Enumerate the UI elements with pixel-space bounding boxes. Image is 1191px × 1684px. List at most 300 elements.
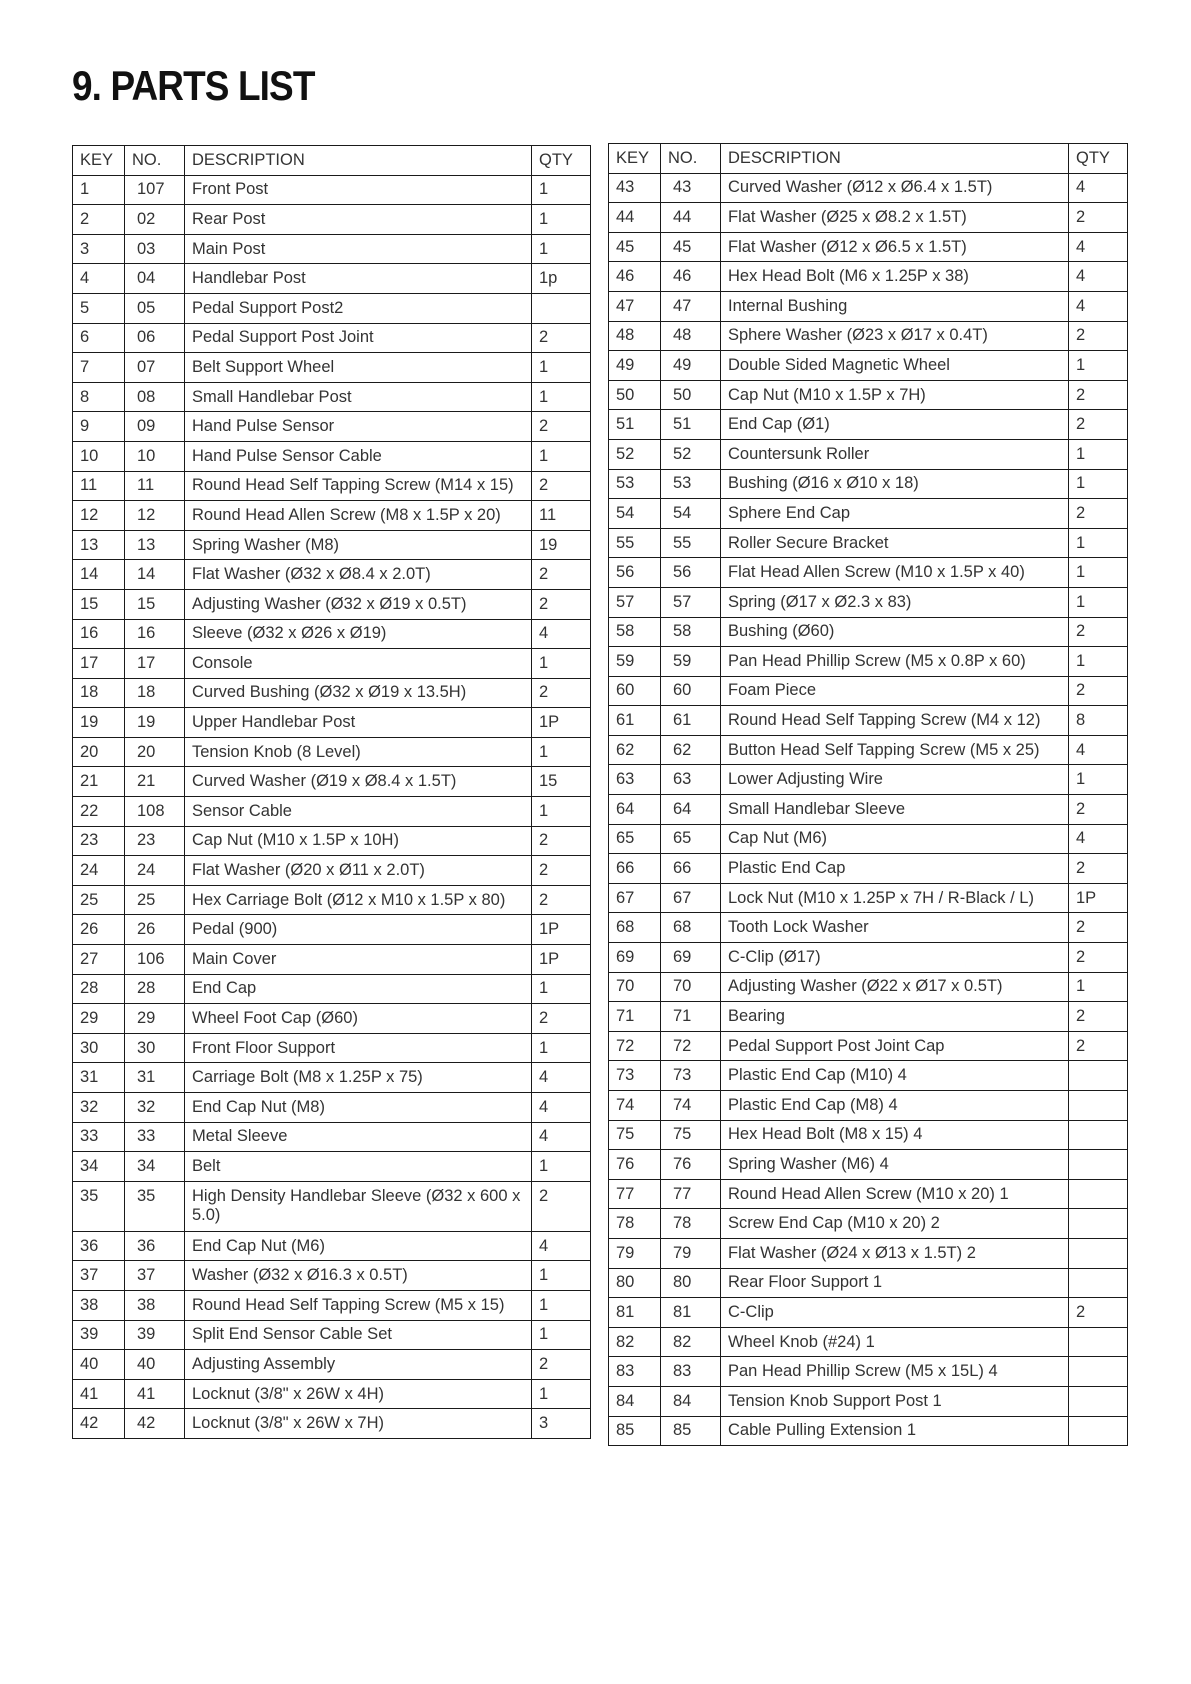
table-row [609, 528, 1128, 558]
cell-qty: 19 [532, 530, 591, 560]
cell-no: 48 [661, 321, 721, 351]
cell-key: 80 [609, 1268, 661, 1298]
cell-no: 80 [661, 1268, 721, 1298]
cell-key: 26 [73, 915, 125, 945]
cell-description: Wheel Knob (#24) 1 [721, 1327, 1069, 1357]
cell-no: 68 [661, 913, 721, 943]
cell-description: C-Clip [721, 1298, 1069, 1328]
cell-description: Sensor Cable [185, 797, 532, 827]
cell-no: 72 [661, 1031, 721, 1061]
cell-key: 57 [609, 587, 661, 617]
table-row [73, 856, 591, 886]
cell-no: 38 [125, 1290, 185, 1320]
cell-qty [1069, 1268, 1128, 1298]
cell-key: 38 [73, 1290, 125, 1320]
cell-key: 1 [73, 175, 125, 205]
cell-key: 23 [73, 826, 125, 856]
parts-table-left [72, 145, 591, 1439]
cell-key: 65 [609, 824, 661, 854]
table-row [73, 382, 591, 412]
table-row [73, 737, 591, 767]
cell-no: 44 [661, 203, 721, 233]
cell-key: 35 [73, 1181, 125, 1231]
cell-qty: 2 [1069, 380, 1128, 410]
cell-key: 47 [609, 291, 661, 321]
cell-no: 108 [125, 797, 185, 827]
cell-description: Foam Piece [721, 676, 1069, 706]
cell-qty: 1 [1069, 765, 1128, 795]
cell-key: 30 [73, 1033, 125, 1063]
cell-description: Flat Washer (Ø24 x Ø13 x 1.5T) 2 [721, 1238, 1069, 1268]
cell-qty: 1 [532, 1152, 591, 1182]
cell-qty: 4 [1069, 262, 1128, 292]
cell-no: 32 [125, 1093, 185, 1123]
table-row [73, 353, 591, 383]
table-row [609, 765, 1128, 795]
cell-no: 13 [125, 530, 185, 560]
cell-qty: 1P [532, 708, 591, 738]
cell-qty: 2 [532, 412, 591, 442]
cell-no: 04 [125, 264, 185, 294]
cell-qty [1069, 1120, 1128, 1150]
cell-key: 21 [73, 767, 125, 797]
cell-key: 12 [73, 501, 125, 531]
table-row [609, 706, 1128, 736]
cell-qty: 2 [1069, 676, 1128, 706]
cell-qty: 4 [1069, 735, 1128, 765]
cell-no: 83 [661, 1357, 721, 1387]
table-row [73, 797, 591, 827]
cell-key: 51 [609, 410, 661, 440]
cell-description: Internal Bushing [721, 291, 1069, 321]
cell-no: 60 [661, 676, 721, 706]
cell-no: 50 [661, 380, 721, 410]
cell-qty: 4 [532, 1093, 591, 1123]
cell-key: 84 [609, 1386, 661, 1416]
cell-qty: 2 [1069, 410, 1128, 440]
cell-no: 58 [661, 617, 721, 647]
cell-description: Flat Head Allen Screw (M10 x 1.5P x 40) [721, 558, 1069, 588]
cell-qty: 1P [1069, 883, 1128, 913]
table-row [73, 441, 591, 471]
cell-description: Button Head Self Tapping Screw (M5 x 25) [721, 735, 1069, 765]
cell-qty: 2 [532, 1350, 591, 1380]
header-key: KEY [73, 146, 125, 176]
cell-description: End Cap (Ø1) [721, 410, 1069, 440]
table-row [73, 1409, 591, 1439]
cell-key: 52 [609, 439, 661, 469]
table-row [609, 1209, 1128, 1239]
cell-description: Bearing [721, 1002, 1069, 1032]
header-qty: QTY [1069, 144, 1128, 174]
table-row [609, 1416, 1128, 1446]
cell-key: 79 [609, 1238, 661, 1268]
cell-key: 31 [73, 1063, 125, 1093]
cell-key: 67 [609, 883, 661, 913]
cell-no: 57 [661, 587, 721, 617]
cell-description: Flat Washer (Ø25 x Ø8.2 x 1.5T) [721, 203, 1069, 233]
cell-qty: 2 [532, 1181, 591, 1231]
cell-description: C-Clip (Ø17) [721, 943, 1069, 973]
cell-qty [1069, 1327, 1128, 1357]
cell-description: Pedal Support Post2 [185, 293, 532, 323]
cell-description: End Cap Nut (M8) [185, 1093, 532, 1123]
cell-no: 08 [125, 382, 185, 412]
cell-qty: 1 [532, 737, 591, 767]
table-row [609, 587, 1128, 617]
cell-no: 34 [125, 1152, 185, 1182]
cell-description: Console [185, 649, 532, 679]
cell-key: 81 [609, 1298, 661, 1328]
cell-description: Washer (Ø32 x Ø16.3 x 0.5T) [185, 1261, 532, 1291]
cell-description: Tension Knob (8 Level) [185, 737, 532, 767]
table-row [609, 676, 1128, 706]
cell-key: 59 [609, 647, 661, 677]
cell-description: Double Sided Magnetic Wheel [721, 351, 1069, 381]
cell-key: 42 [73, 1409, 125, 1439]
cell-description: Flat Washer (Ø32 x Ø8.4 x 2.0T) [185, 560, 532, 590]
cell-qty: 2 [532, 589, 591, 619]
cell-qty: 4 [1069, 824, 1128, 854]
cell-no: 21 [125, 767, 185, 797]
cell-qty: 4 [1069, 232, 1128, 262]
cell-description: Upper Handlebar Post [185, 708, 532, 738]
cell-key: 49 [609, 351, 661, 381]
cell-key: 6 [73, 323, 125, 353]
cell-qty [1069, 1386, 1128, 1416]
cell-no: 28 [125, 974, 185, 1004]
cell-qty: 2 [1069, 795, 1128, 825]
cell-key: 53 [609, 469, 661, 499]
table-row [609, 173, 1128, 203]
cell-no: 11 [125, 471, 185, 501]
cell-no: 05 [125, 293, 185, 323]
cell-qty: 2 [1069, 1031, 1128, 1061]
cell-qty: 2 [532, 856, 591, 886]
cell-qty: 2 [532, 560, 591, 590]
cell-description: Spring (Ø17 x Ø2.3 x 83) [721, 587, 1069, 617]
cell-description: Round Head Allen Screw (M10 x 20) 1 [721, 1179, 1069, 1209]
table-header-row [609, 144, 1128, 174]
header-description: DESCRIPTION [721, 144, 1069, 174]
table-row [609, 1386, 1128, 1416]
table-row [73, 175, 591, 205]
table-row [609, 1179, 1128, 1209]
cell-no: 62 [661, 735, 721, 765]
cell-description: Lower Adjusting Wire [721, 765, 1069, 795]
table-row [73, 708, 591, 738]
cell-no: 61 [661, 706, 721, 736]
cell-qty: 2 [1069, 203, 1128, 233]
cell-no: 29 [125, 1004, 185, 1034]
parts-table-right [608, 143, 1128, 1446]
cell-key: 74 [609, 1091, 661, 1121]
cell-qty: 4 [1069, 173, 1128, 203]
cell-no: 65 [661, 824, 721, 854]
cell-no: 10 [125, 441, 185, 471]
cell-description: Flat Washer (Ø12 x Ø6.5 x 1.5T) [721, 232, 1069, 262]
cell-qty: 4 [532, 1231, 591, 1261]
cell-key: 17 [73, 649, 125, 679]
cell-description: Carriage Bolt (M8 x 1.25P x 75) [185, 1063, 532, 1093]
cell-qty: 2 [1069, 943, 1128, 973]
header-no: NO. [661, 144, 721, 174]
cell-key: 58 [609, 617, 661, 647]
cell-qty: 1 [532, 175, 591, 205]
table-row [609, 735, 1128, 765]
cell-key: 14 [73, 560, 125, 590]
table-row [609, 558, 1128, 588]
table-row [73, 1152, 591, 1182]
cell-qty: 1 [532, 649, 591, 679]
cell-qty: 1 [532, 797, 591, 827]
cell-no: 37 [125, 1261, 185, 1291]
table-row [73, 826, 591, 856]
cell-description: Small Handlebar Post [185, 382, 532, 412]
cell-description: Hand Pulse Sensor [185, 412, 532, 442]
cell-key: 44 [609, 203, 661, 233]
cell-description: Locknut (3/8" x 26W x 7H) [185, 1409, 532, 1439]
cell-description: Hand Pulse Sensor Cable [185, 441, 532, 471]
cell-key: 56 [609, 558, 661, 588]
cell-description: Rear Floor Support 1 [721, 1268, 1069, 1298]
cell-no: 77 [661, 1179, 721, 1209]
table-row [609, 854, 1128, 884]
cell-no: 36 [125, 1231, 185, 1261]
cell-no: 39 [125, 1320, 185, 1350]
cell-description: End Cap [185, 974, 532, 1004]
cell-qty: 1 [532, 1320, 591, 1350]
cell-description: Wheel Foot Cap (Ø60) [185, 1004, 532, 1034]
cell-no: 02 [125, 205, 185, 235]
cell-key: 40 [73, 1350, 125, 1380]
cell-qty: 2 [532, 826, 591, 856]
table-row [609, 499, 1128, 529]
table-row [73, 560, 591, 590]
cell-qty [1069, 1061, 1128, 1091]
table-row [609, 1031, 1128, 1061]
table-row [73, 1379, 591, 1409]
cell-description: Curved Washer (Ø19 x Ø8.4 x 1.5T) [185, 767, 532, 797]
table-row [73, 767, 591, 797]
cell-no: 15 [125, 589, 185, 619]
cell-no: 35 [125, 1181, 185, 1231]
cell-no: 66 [661, 854, 721, 884]
cell-qty: 2 [532, 885, 591, 915]
cell-key: 24 [73, 856, 125, 886]
table-row [73, 412, 591, 442]
cell-no: 23 [125, 826, 185, 856]
cell-no: 56 [661, 558, 721, 588]
cell-description: Hex Carriage Bolt (Ø12 x M10 x 1.5P x 80) [185, 885, 532, 915]
cell-description: Flat Washer (Ø20 x Ø11 x 2.0T) [185, 856, 532, 886]
cell-key: 39 [73, 1320, 125, 1350]
cell-description: Cap Nut (M10 x 1.5P x 7H) [721, 380, 1069, 410]
cell-key: 78 [609, 1209, 661, 1239]
cell-description: Pedal (900) [185, 915, 532, 945]
table-row [73, 264, 591, 294]
cell-key: 20 [73, 737, 125, 767]
table-row [73, 1004, 591, 1034]
table-row [609, 972, 1128, 1002]
cell-description: Rear Post [185, 205, 532, 235]
cell-key: 46 [609, 262, 661, 292]
table-row [609, 795, 1128, 825]
table-header-row [73, 146, 591, 176]
table-row [73, 1122, 591, 1152]
cell-no: 25 [125, 885, 185, 915]
cell-key: 73 [609, 1061, 661, 1091]
table-row [73, 619, 591, 649]
cell-qty: 1 [1069, 439, 1128, 469]
cell-no: 73 [661, 1061, 721, 1091]
cell-no: 53 [661, 469, 721, 499]
cell-qty: 1 [1069, 647, 1128, 677]
cell-key: 72 [609, 1031, 661, 1061]
cell-qty: 1P [532, 915, 591, 945]
cell-qty: 2 [1069, 499, 1128, 529]
cell-qty: 1 [532, 1261, 591, 1291]
cell-no: 76 [661, 1150, 721, 1180]
cell-description: Belt Support Wheel [185, 353, 532, 383]
cell-no: 70 [661, 972, 721, 1002]
cell-no: 06 [125, 323, 185, 353]
cell-qty: 1 [1069, 528, 1128, 558]
table-row [73, 885, 591, 915]
cell-description: Spring Washer (M8) [185, 530, 532, 560]
cell-key: 71 [609, 1002, 661, 1032]
cell-no: 51 [661, 410, 721, 440]
cell-qty [1069, 1357, 1128, 1387]
cell-qty: 15 [532, 767, 591, 797]
cell-key: 9 [73, 412, 125, 442]
table-row [73, 1181, 591, 1231]
cell-qty [532, 293, 591, 323]
table-row [73, 678, 591, 708]
table-row [73, 945, 591, 975]
cell-key: 83 [609, 1357, 661, 1387]
cell-qty: 1 [532, 441, 591, 471]
table-row [73, 323, 591, 353]
cell-qty: 3 [532, 1409, 591, 1439]
cell-key: 29 [73, 1004, 125, 1034]
table-row [73, 1350, 591, 1380]
table-row [609, 1091, 1128, 1121]
cell-no: 20 [125, 737, 185, 767]
table-row [609, 351, 1128, 381]
table-row [609, 439, 1128, 469]
cell-key: 43 [609, 173, 661, 203]
cell-description: Pedal Support Post Joint Cap [721, 1031, 1069, 1061]
cell-qty: 4 [532, 1122, 591, 1152]
cell-key: 75 [609, 1120, 661, 1150]
table-row [73, 589, 591, 619]
cell-description: Handlebar Post [185, 264, 532, 294]
cell-no: 43 [661, 173, 721, 203]
cell-no: 69 [661, 943, 721, 973]
cell-key: 13 [73, 530, 125, 560]
table-row [73, 293, 591, 323]
cell-key: 68 [609, 913, 661, 943]
table-row [609, 1150, 1128, 1180]
cell-qty: 1 [1069, 972, 1128, 1002]
cell-no: 16 [125, 619, 185, 649]
cell-no: 79 [661, 1238, 721, 1268]
cell-no: 14 [125, 560, 185, 590]
cell-key: 34 [73, 1152, 125, 1182]
cell-no: 49 [661, 351, 721, 381]
table-row [609, 410, 1128, 440]
page-title: 9. PARTS LIST [72, 62, 315, 109]
cell-description: End Cap Nut (M6) [185, 1231, 532, 1261]
cell-key: 62 [609, 735, 661, 765]
cell-qty: 1 [532, 1033, 591, 1063]
table-row [73, 205, 591, 235]
cell-qty: 1 [1069, 469, 1128, 499]
cell-description: Bushing (Ø16 x Ø10 x 18) [721, 469, 1069, 499]
cell-key: 54 [609, 499, 661, 529]
cell-no: 33 [125, 1122, 185, 1152]
cell-qty: 1 [1069, 558, 1128, 588]
cell-no: 71 [661, 1002, 721, 1032]
cell-description: Adjusting Washer (Ø32 x Ø19 x 0.5T) [185, 589, 532, 619]
cell-key: 28 [73, 974, 125, 1004]
table-row [609, 1120, 1128, 1150]
cell-key: 82 [609, 1327, 661, 1357]
cell-qty: 2 [532, 678, 591, 708]
cell-description: Hex Head Bolt (M8 x 15) 4 [721, 1120, 1069, 1150]
cell-description: Adjusting Washer (Ø22 x Ø17 x 0.5T) [721, 972, 1069, 1002]
table-row [73, 1261, 591, 1291]
cell-qty: 1P [532, 945, 591, 975]
cell-description: Front Floor Support [185, 1033, 532, 1063]
cell-no: 40 [125, 1350, 185, 1380]
cell-description: Plastic End Cap (M8) 4 [721, 1091, 1069, 1121]
table-row [609, 291, 1128, 321]
header-key: KEY [609, 144, 661, 174]
table-row [73, 915, 591, 945]
cell-no: 107 [125, 175, 185, 205]
cell-no: 41 [125, 1379, 185, 1409]
cell-key: 8 [73, 382, 125, 412]
cell-description: Round Head Self Tapping Screw (M14 x 15) [185, 471, 532, 501]
cell-key: 85 [609, 1416, 661, 1446]
table-row [609, 1298, 1128, 1328]
table-row [609, 1061, 1128, 1091]
cell-no: 81 [661, 1298, 721, 1328]
table-row [73, 234, 591, 264]
cell-no: 106 [125, 945, 185, 975]
cell-key: 63 [609, 765, 661, 795]
cell-no: 54 [661, 499, 721, 529]
cell-no: 09 [125, 412, 185, 442]
cell-description: Screw End Cap (M10 x 20) 2 [721, 1209, 1069, 1239]
cell-no: 03 [125, 234, 185, 264]
cell-key: 4 [73, 264, 125, 294]
cell-qty: 8 [1069, 706, 1128, 736]
cell-description: Adjusting Assembly [185, 1350, 532, 1380]
cell-description: Round Head Allen Screw (M8 x 1.5P x 20) [185, 501, 532, 531]
header-description: DESCRIPTION [185, 146, 532, 176]
cell-key: 33 [73, 1122, 125, 1152]
cell-description: Pedal Support Post Joint [185, 323, 532, 353]
table-row [609, 321, 1128, 351]
cell-key: 5 [73, 293, 125, 323]
cell-qty: 1 [532, 205, 591, 235]
cell-key: 27 [73, 945, 125, 975]
cell-no: 67 [661, 883, 721, 913]
table-row [609, 1357, 1128, 1387]
